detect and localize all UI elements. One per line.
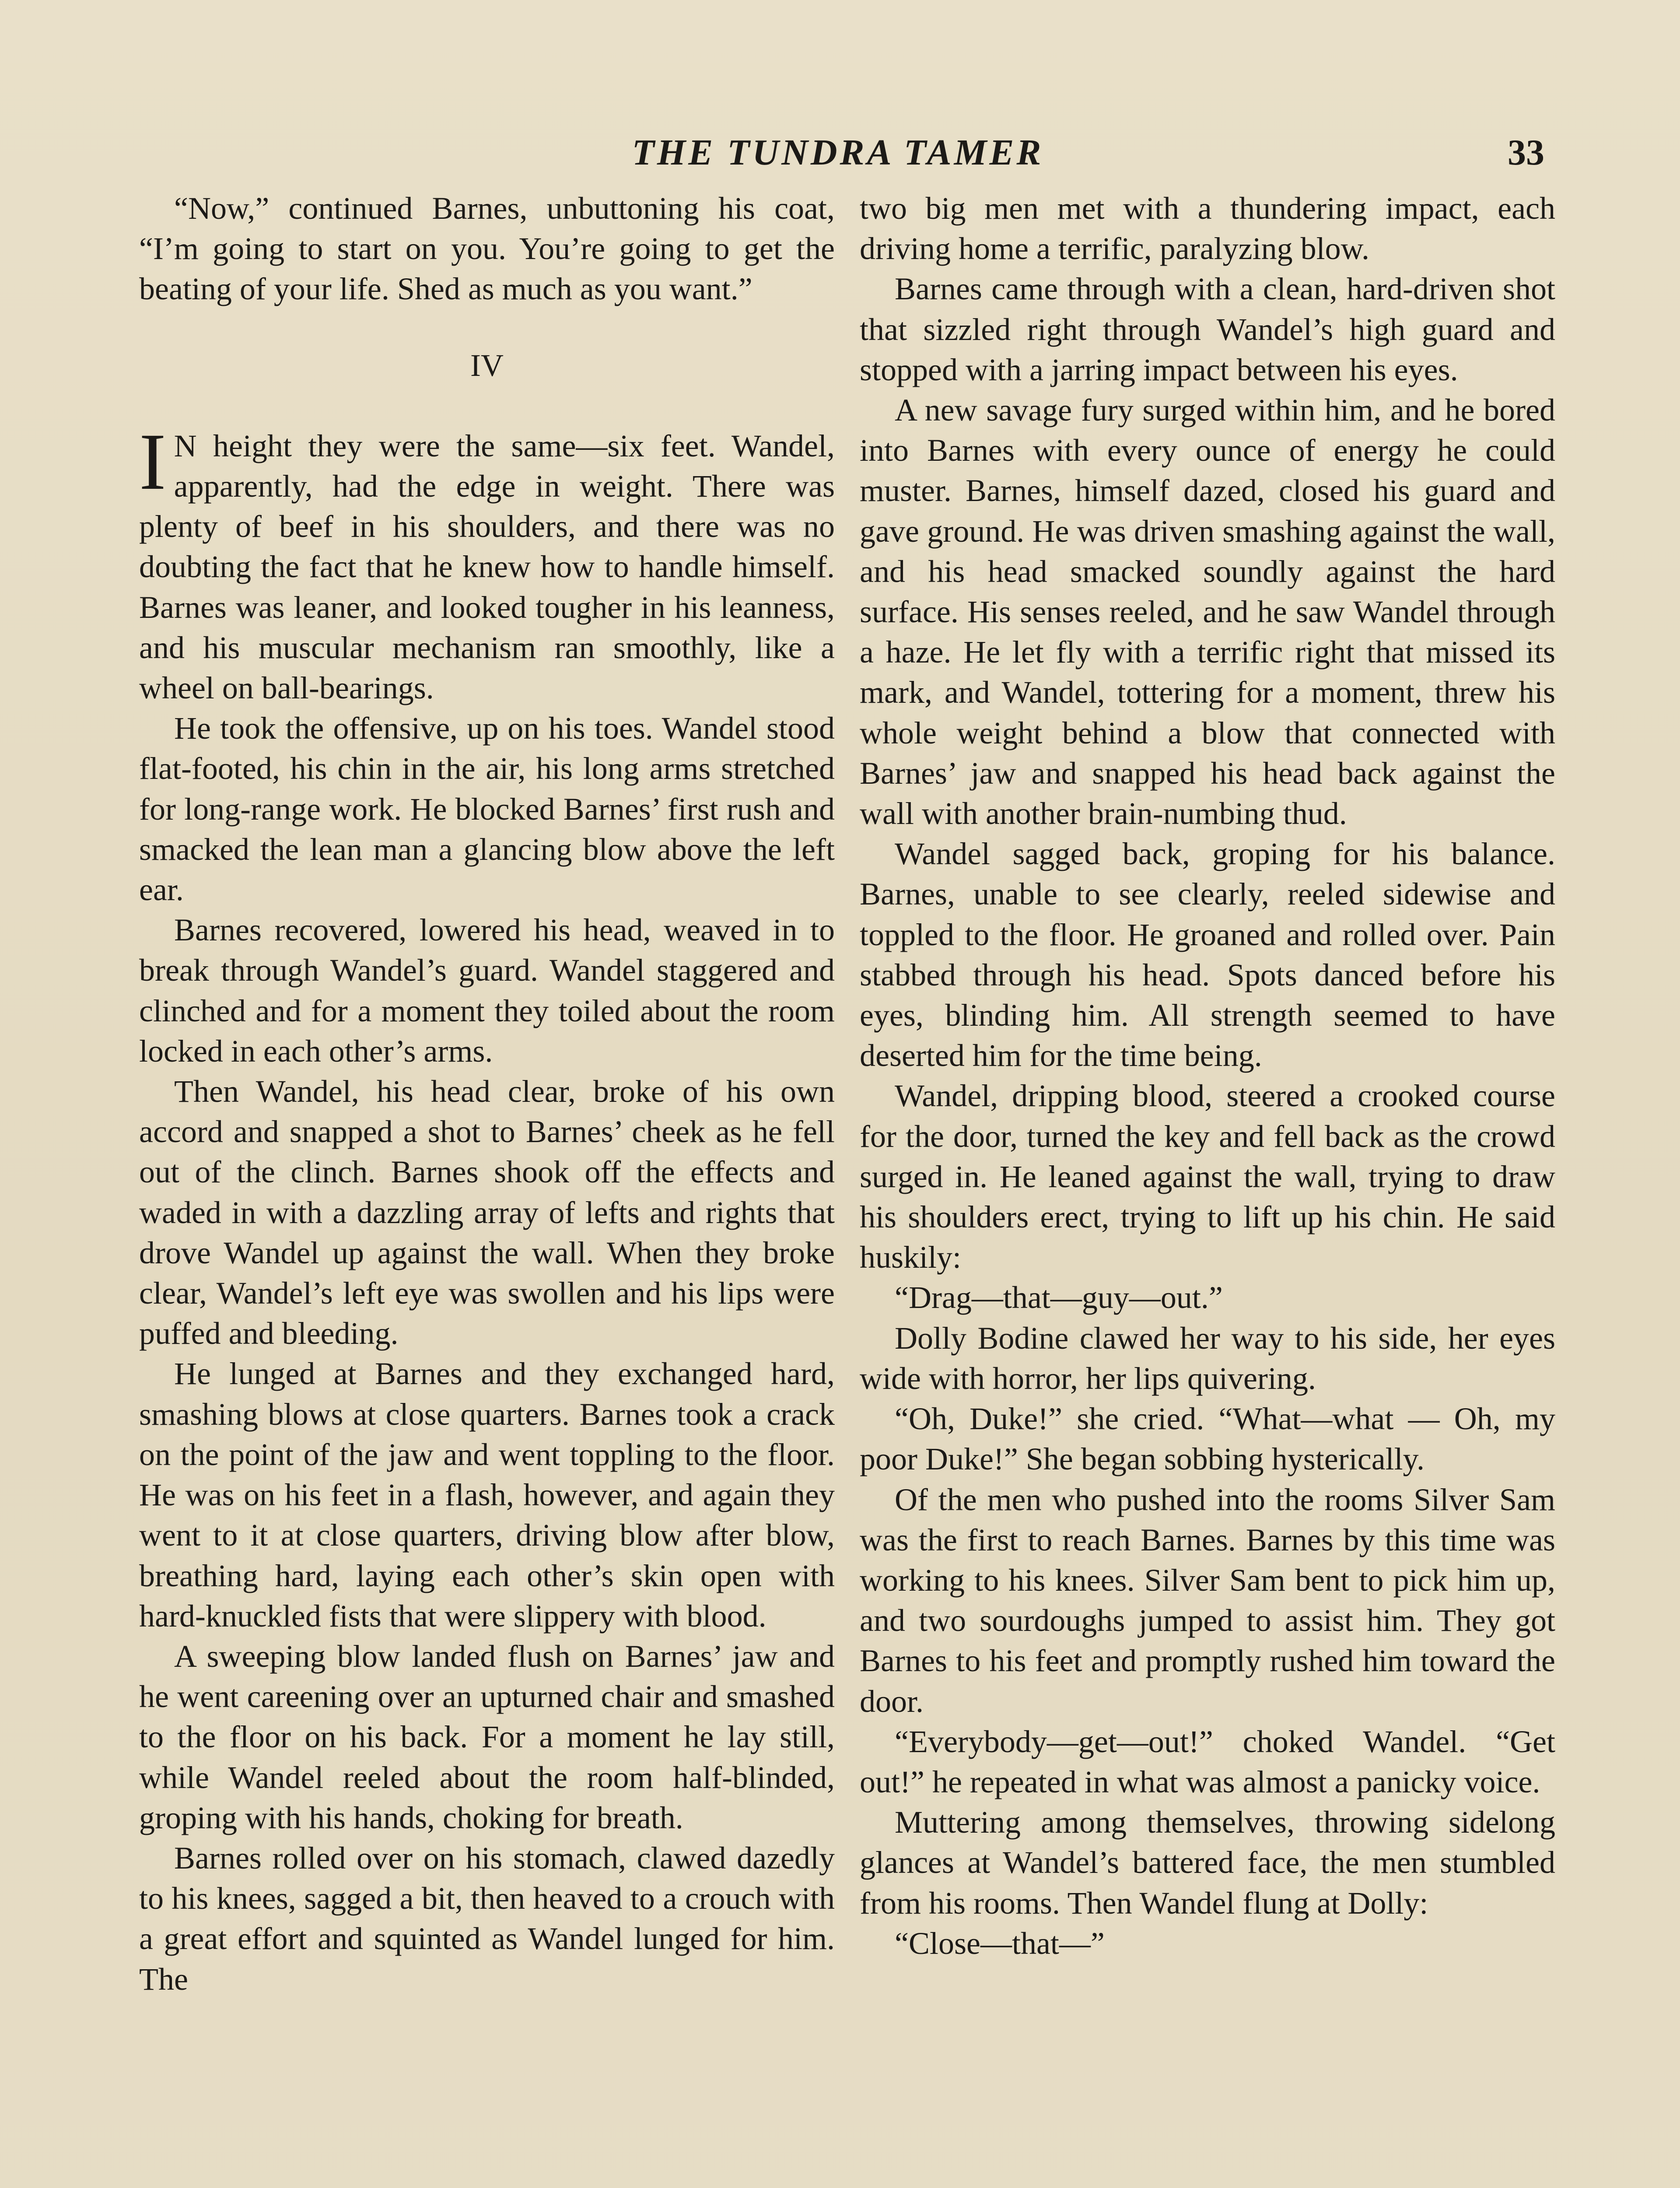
paragraph: “Everybody—get—out!” choked Wandel. “Get out!” he repeated in what was almost a panicky voice. [860, 1724, 1555, 1799]
paragraph: Barnes recovered, lowered his head, weaved in to break through Wandel’s guard. Wandel staggered and clinched and for a moment they toiled about the room locked in each other’s arms. [139, 912, 835, 1069]
section-heading: IV [470, 347, 504, 383]
paragraph-text: N height they were the same—six feet. Wandel, apparently, had the edge in weight. There was plenty of beef in his shoulders, and there was no doubting the fact that he knew how to handle himself. Barnes was leaner, and looked tougher in his leanness, and his muscular mechanism ran smoothly, like a wheel on ball-bearings. [139, 428, 835, 706]
page-number: 33 [1508, 132, 1544, 173]
right-column [860, 188, 1555, 1964]
left-column [139, 188, 835, 1999]
drop-cap: I [139, 417, 166, 507]
page-header [131, 131, 1544, 184]
paragraph: “Oh, Duke!” she cried. “What—what — Oh, my poor Duke!” She began sobbing hysterically. [860, 1401, 1555, 1477]
paragraph: A new savage fury surged within him, and he bored into Barnes with every ounce of energy he could muster. Barnes, himself dazed, closed his guard and gave ground. He was driven smashing against the wall, and his head smacked soundly against the hard surface. His senses reeled, and he saw Wandel through a haze. He let fly with a terrific right that missed its mark, and Wandel, tottering for a moment, threw his whole weight behind a blow that connected with Barnes’ jaw and snapped his head back against the wall with another brain-numbing thud. [860, 393, 1555, 831]
paragraph: “Close—that—” [895, 1925, 1105, 1961]
paragraph: two big men met with a thundering impact, each driving home a terrific, paralyzing blow. [860, 191, 1555, 266]
paragraph: Wandel, dripping blood, steered a crooked course for the door, turned the key and fell back as the crowd surged in. He leaned against the wall, trying to draw his shoulders erect, trying to lift up his chin. He said huskily: [860, 1078, 1555, 1275]
paragraph: Wandel sagged back, groping for his balance. Barnes, unable to see clearly, reeled sidewise and toppled to the floor. He groaned and rolled over. Pain stabbed through his head. Spots danced before his eyes, blinding him. All strength seemed to have deserted him for the time being. [860, 836, 1555, 1073]
paragraph: Dolly Bodine clawed her way to his side, her eyes wide with horror, her lips quivering. [860, 1320, 1555, 1396]
paragraph: Of the men who pushed into the rooms Silver Sam was the first to reach Barnes. Barnes by this time was working to his knees. Silver Sam bent to pick him up, and two sourdoughs jumped to assist him. They got Barnes to his feet and promptly rushed him toward the door. [860, 1482, 1555, 1719]
paragraph: He lunged at Barnes and they exchanged hard, smashing blows at close quarters. Barnes took a crack on the point of the jaw and went toppling to the floor. He was on his feet in a flash, however, and again they went to it at close quarters, driving blow after blow, breathing hard, laying each other’s skin open with hard-knuckled fists that were slippery with blood. [139, 1356, 835, 1634]
paragraph: Barnes came through with a clean, hard-driven shot that sizzled right through Wandel’s high guard and stopped with a jarring impact between his eyes. [860, 271, 1555, 387]
paragraph: Then Wandel, his head clear, broke of his own accord and snapped a shot to Barnes’ cheek as he fell out of the clinch. Barnes shook off the effects and waded in with a dazzling array of lefts and rights that drove Wandel up against the wall. When they broke clear, Wandel’s left eye was swollen and his lips were puffed and bleeding. [139, 1074, 835, 1351]
running-title: THE TUNDRA TAMER [632, 132, 1044, 173]
paragraph-with-dropcap [139, 417, 835, 708]
paragraph: Barnes rolled over on his stomach, clawed dazedly to his knees, sagged a bit, then heaved to a crouch with a great effort and squinted as Wandel lunged for him. The [139, 1840, 835, 1997]
paragraph: “Now,” continued Barnes, unbuttoning his coat, “I’m going to start on you. You’re going to get the beating of your life. Shed as much as you want.” [139, 191, 835, 307]
paragraph: He took the offensive, up on his toes. Wandel stood flat-footed, his chin in the air, his long arms stretched for long-range work. He blocked Barnes’ first rush and smacked the lean man a glancing blow above the left ear. [139, 711, 835, 908]
paragraph: A sweeping blow landed flush on Barnes’ jaw and he went careening over an upturned chair and smashed to the floor on his back. For a moment he lay still, while Wandel reeled about the room half-blinded, groping with his hands, choking for breath. [139, 1638, 835, 1835]
paragraph: Muttering among themselves, throwing sidelong glances at Wandel’s battered face, the men stumbled from his rooms. Then Wandel flung at Dolly: [860, 1805, 1555, 1921]
paragraph: “Drag—that—guy—out.” [895, 1280, 1223, 1315]
